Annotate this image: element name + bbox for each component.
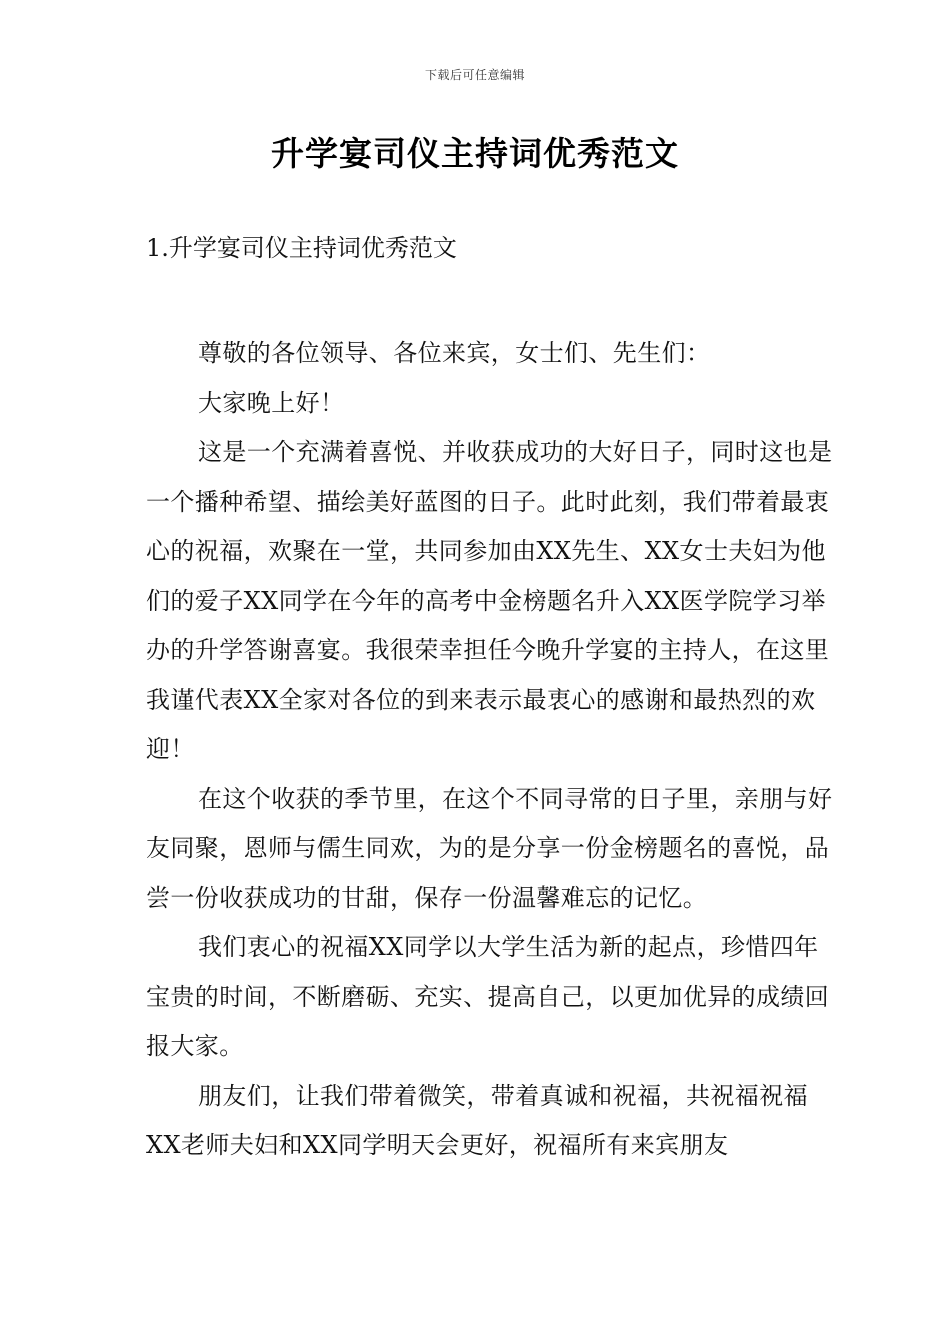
- paragraph-salutation: 尊敬的各位领导、各位来宾，女士们、先生们：: [198, 339, 711, 367]
- paragraph-closing: 朋友们，让我们带着微笑，带着真诚和祝福，共祝福祝福XX老师夫妇和XX同学明天会更好，祝福所有来宾朋友: [146, 1081, 808, 1159]
- paragraph-opening: 这是一个充满着喜悦、并收获成功的大好日子，同时这也是一个播种希望、描绘美好蓝图的日子。此时此刻，我们带着最衷心的祝福，欢聚在一堂，共同参加由XX先生、XX女士夫妇为他们的爱子XX同学在今年的高考中金榜题名升入XX医学院学习举办的升学答谢喜宴。我很荣幸担任今晚升学宴的主持人，在这里我谨代表XX全家对各位的到来表示最衷心的感谢和最热烈的欢迎！: [146, 438, 833, 763]
- paragraph-greeting: 大家晚上好！: [198, 388, 345, 417]
- paragraph-season: 在这个收获的季节里，在这个不同寻常的日子里，亲朋与好友同聚，恩师与儒生同欢，为的是分享一份金榜题名的喜悦，品尝一份收获成功的甘甜，保存一份温馨难忘的记忆。: [146, 784, 833, 912]
- document-body: [146, 329, 836, 1171]
- paragraph-blessing: 我们衷心的祝福XX同学以大学生活为新的起点，珍惜四年宝贵的时间，不断磨砺、充实、提高自己，以更加优异的成绩回报大家。: [146, 933, 830, 1060]
- document-title: 升学宴司仪主持词优秀范文: [271, 134, 679, 173]
- header-note: 下载后可任意编辑: [424, 68, 525, 82]
- section-heading: 1.升学宴司仪主持词优秀范文: [146, 234, 457, 262]
